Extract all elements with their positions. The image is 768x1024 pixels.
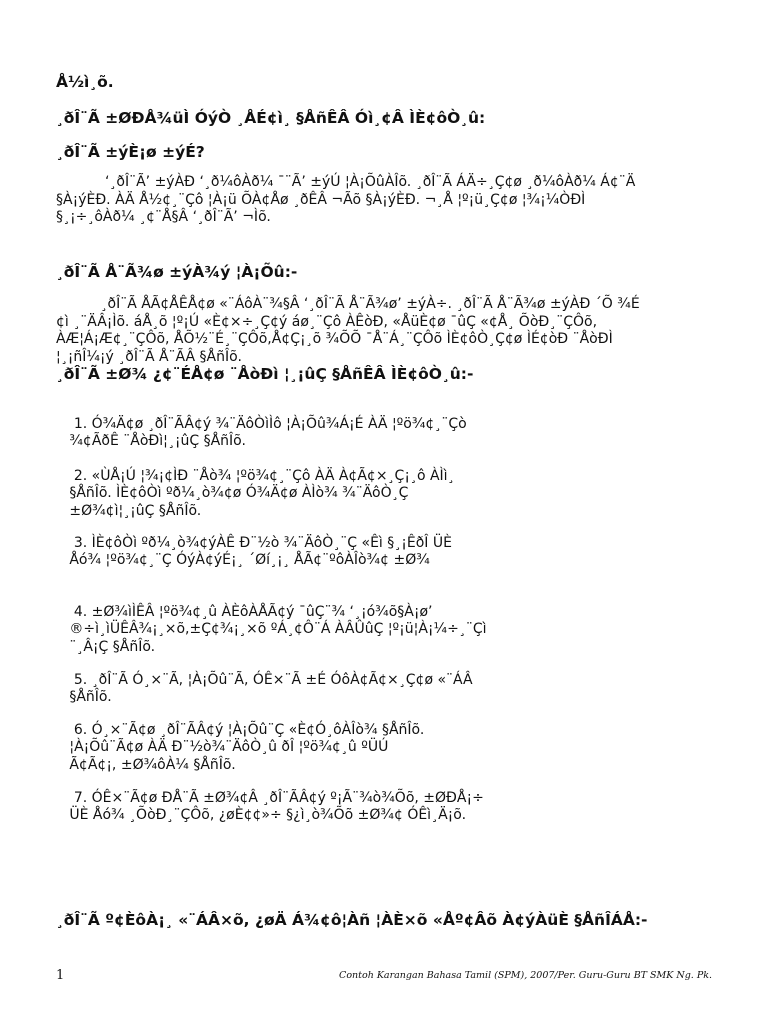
list-item-text: Ó¾Ä¢ø ¸ðÎ¨ÃÂ¢ý ¾¨ÄôÒìÌô ¦À¡Õû¾Á¡É ÀÄ ¦ºö¾¢¸¨Çò ¾¢ÃðÊ ¨ÅòÐì¦¸¡ûÇ §ÅñÎõ. bbox=[69, 415, 467, 449]
section-heading-points-to-remember: ¸ðÎ¨Ã ±Ø¾ ¿¢¨ÉÅ¢ø ¨ÅòÐì ¦¸¡ûÇ §ÅñÊÂ ÌÈ¢ôÒ¸û:- bbox=[56, 365, 474, 383]
list-item-number: 3. bbox=[73, 534, 88, 551]
list-item-text: Ó¸×¨Ã¢ø ¸ðÎ¨ÃÂ¢ý ¦À¡Õû¨Ç «È¢Ó¸ôÀÎò¾ §ÅñÎõ. ¦À¡Õû¨Ã¢ø ÀÄ Ð¨½ò¾¨ÄôÒ¸û ðÎ ¦ºö¾¢¸û ºÜÚ Ã¢Ã¢¡, ±Ø¾ôÀ¼ §ÅñÎõ. bbox=[69, 721, 425, 773]
section-heading-what-is-essay: ¸ðÎ¨Ã ±ýÈ¡ø ±ýÉ? bbox=[56, 143, 205, 161]
section-heading-essay-writing-meaning: ¸ðÎ¨Ã Å¨Ã¾ø ±ýÀ¾ý ¦À¡Õû:- bbox=[56, 263, 298, 281]
paragraph-essay-definition: ‘¸ðÎ¨Ã’ ±ýÀÐ ‘¸ð¼ôÀð¼ ¯¨Ã’ ±ýÚ ¦À¡ÕûÀÎõ. ¸ðÎ¨Ã ÁÄ÷¸Ç¢ø ¸ð¼ôÀð¼ Á¢¨Ä §À¡ýÈÐ. ÀÄ Å½¢¸¨Çô ¦À¡ü ÕÀ¢Åø ¸ðÊÂ ¬Ãõ §À¡ýÈÐ. ¬¸Å ¦º¡ü¸Ç¢ø ¦¾¡¼ÒÐÌ §¸¡÷¸ôÀð¼ ¸¢¨Å§Â ‘¸ðÎ¨Ã’ ¬Ìõ. bbox=[56, 174, 636, 225]
list-item-7 bbox=[56, 772, 718, 842]
list-item-number: 1. bbox=[73, 415, 88, 432]
list-item-number: 4. bbox=[73, 603, 88, 620]
footer-credit: Contoh Karangan Bahasa Tamil (SPM), 2007/Per. Guru-Guru BT SMK Ng. Pk. bbox=[339, 970, 712, 981]
section-heading-essay-tips: ¸ðÎ¨Ã º¢ÈôÀ¡¸ «¨ÁÂ×õ, ¿øÄ Á¾¢ô¦Àñ ¦ÀÈ×õ «Åº¢Âõ À¢ýÀüÈ §ÅñÎÁÅ:- bbox=[56, 911, 648, 929]
list-item-text: ÓÊ×¨Ã¢ø ÐÅ¨Ã ±Ø¾¢Â ¸ðÎ¨ÃÂ¢ý º¡Ã¨¾ò¾Õõ, ±ØÐÅ¡÷ ÜÈ Åó¾ ¸ÕòÐ¸¨ÇÔõ, ¿øÈ¢¢»÷ §¿ì¸ò¾Õõ ±Ø¾¢ ÓÊì¸Ä¡õ. bbox=[69, 789, 484, 823]
list-item-number: 7. bbox=[73, 789, 88, 806]
list-item-number: 6. bbox=[73, 721, 88, 738]
list-item-text: ±Ø¾ìÌÊÂ ¦ºö¾¢¸û ÀÈôÀÅÃ¢ý ¯ûÇ¨¾ ‘¸¡ó¾õ§À¡ø’ ®÷ì¸ìÜÊÂ¾¡¸×õ,±Ç¢¾¡¸×õ ºÁ¸¢Ô¨Á ÀÂÛûÇ ¦º¡ü¦À¡¼÷¸¨Çì ¨¸Â¡Ç §ÅñÎõ. bbox=[69, 603, 487, 655]
section-heading-guidelines: ¸ðÎ¨Ã ±ØÐÅ¾üÌ ÓýÒ ¸ÅÉ¢ì¸ §ÅñÊÂ Óì¸¢Â ÌÈ¢ôÒ¸û: bbox=[56, 109, 486, 127]
document-title: Å½ì¸õ. bbox=[56, 73, 114, 91]
list-item-text: «ÙÅ¡Ú ¦¾¡¢ÌÐ ¨Åò¾ ¦ºö¾¢¸¨Çô ÀÄ À¢Ã¢×¸Ç¡¸ô ÀÌì¸ §ÅñÎõ. ÌÈ¢ôÒì ºð¼¸ò¾¢ø Ó¾Ä¢ø ÀÌò¾ ¾¨ÄôÒ¸Ç ±Ø¾¢ì¦¸¡ûÇ §ÅñÎõ. bbox=[69, 467, 455, 519]
list-item-text: ÌÈ¢ôÒì ºð¼¸ò¾¢ýÀÊ Ð¨½ò ¾¨ÄôÒ¸¨Ç «Êì §¸¡ÊðÎ ÜÈ Åó¾ ¦ºö¾¢¸¨Ç ÓýÀ¢ýÉ¡¸ ´Øí¸¡¸ ÅÃ¢¨ºôÀÎò¾¢ ±Ø¾ bbox=[69, 534, 452, 568]
paragraph-essay-writing: ¸ðÎ¨Ã ÅÃ¢ÅÊÅ¢ø «¨ÁôÀ¨¾§Â ‘¸ðÎ¨Ã Å¨Ã¾ø’ ±ýÀ÷. ¸ðÎ¨Ã Å¨Ã¾ø ±ýÀÐ ´Õ ¾É ¢ì ¸¨ÄÂ¡Ìõ. áÅ¸õ ¦º¡Ú «È¢×÷¸Ç¢ý áø¸¨Çô ÀÊòÐ, «ÅüÈ¢ø ¯ûÇ «¢Å¸ ÕòÐ¸¨ÇÔõ, ÀÆ¦Á¡Æ¢¸¨ÇÔõ, ÅÕ½¨É¸¨ÇÔõ,Å¢Ç¡¸õ ¾ÕÕ ¯Å¨Á¸¨ÇÔõ ÌÈ¢ôÒ¸Ç¢ø ÌÉ¢òÐ ¨ÅòÐÌ ¦¸¡ñÎ¼¡ý ¸ðÎ¨Ã Å¨ÃÂ §ÅñÎõ. bbox=[56, 296, 640, 365]
list-item-text: ¸ðÎ¨Ã Ó¸×¨Ã, ¦À¡Õû¨Ã, ÓÊ×¨Ã ±É ÓôÀ¢Ã¢×¸Ç¢ø «¨ÁÂ §ÅñÎõ. bbox=[69, 671, 473, 705]
list-item-3 bbox=[56, 517, 718, 587]
page-number: 1 bbox=[56, 968, 65, 983]
list-item-number: 5. bbox=[73, 671, 88, 688]
list-item-number: 2. bbox=[73, 467, 88, 484]
